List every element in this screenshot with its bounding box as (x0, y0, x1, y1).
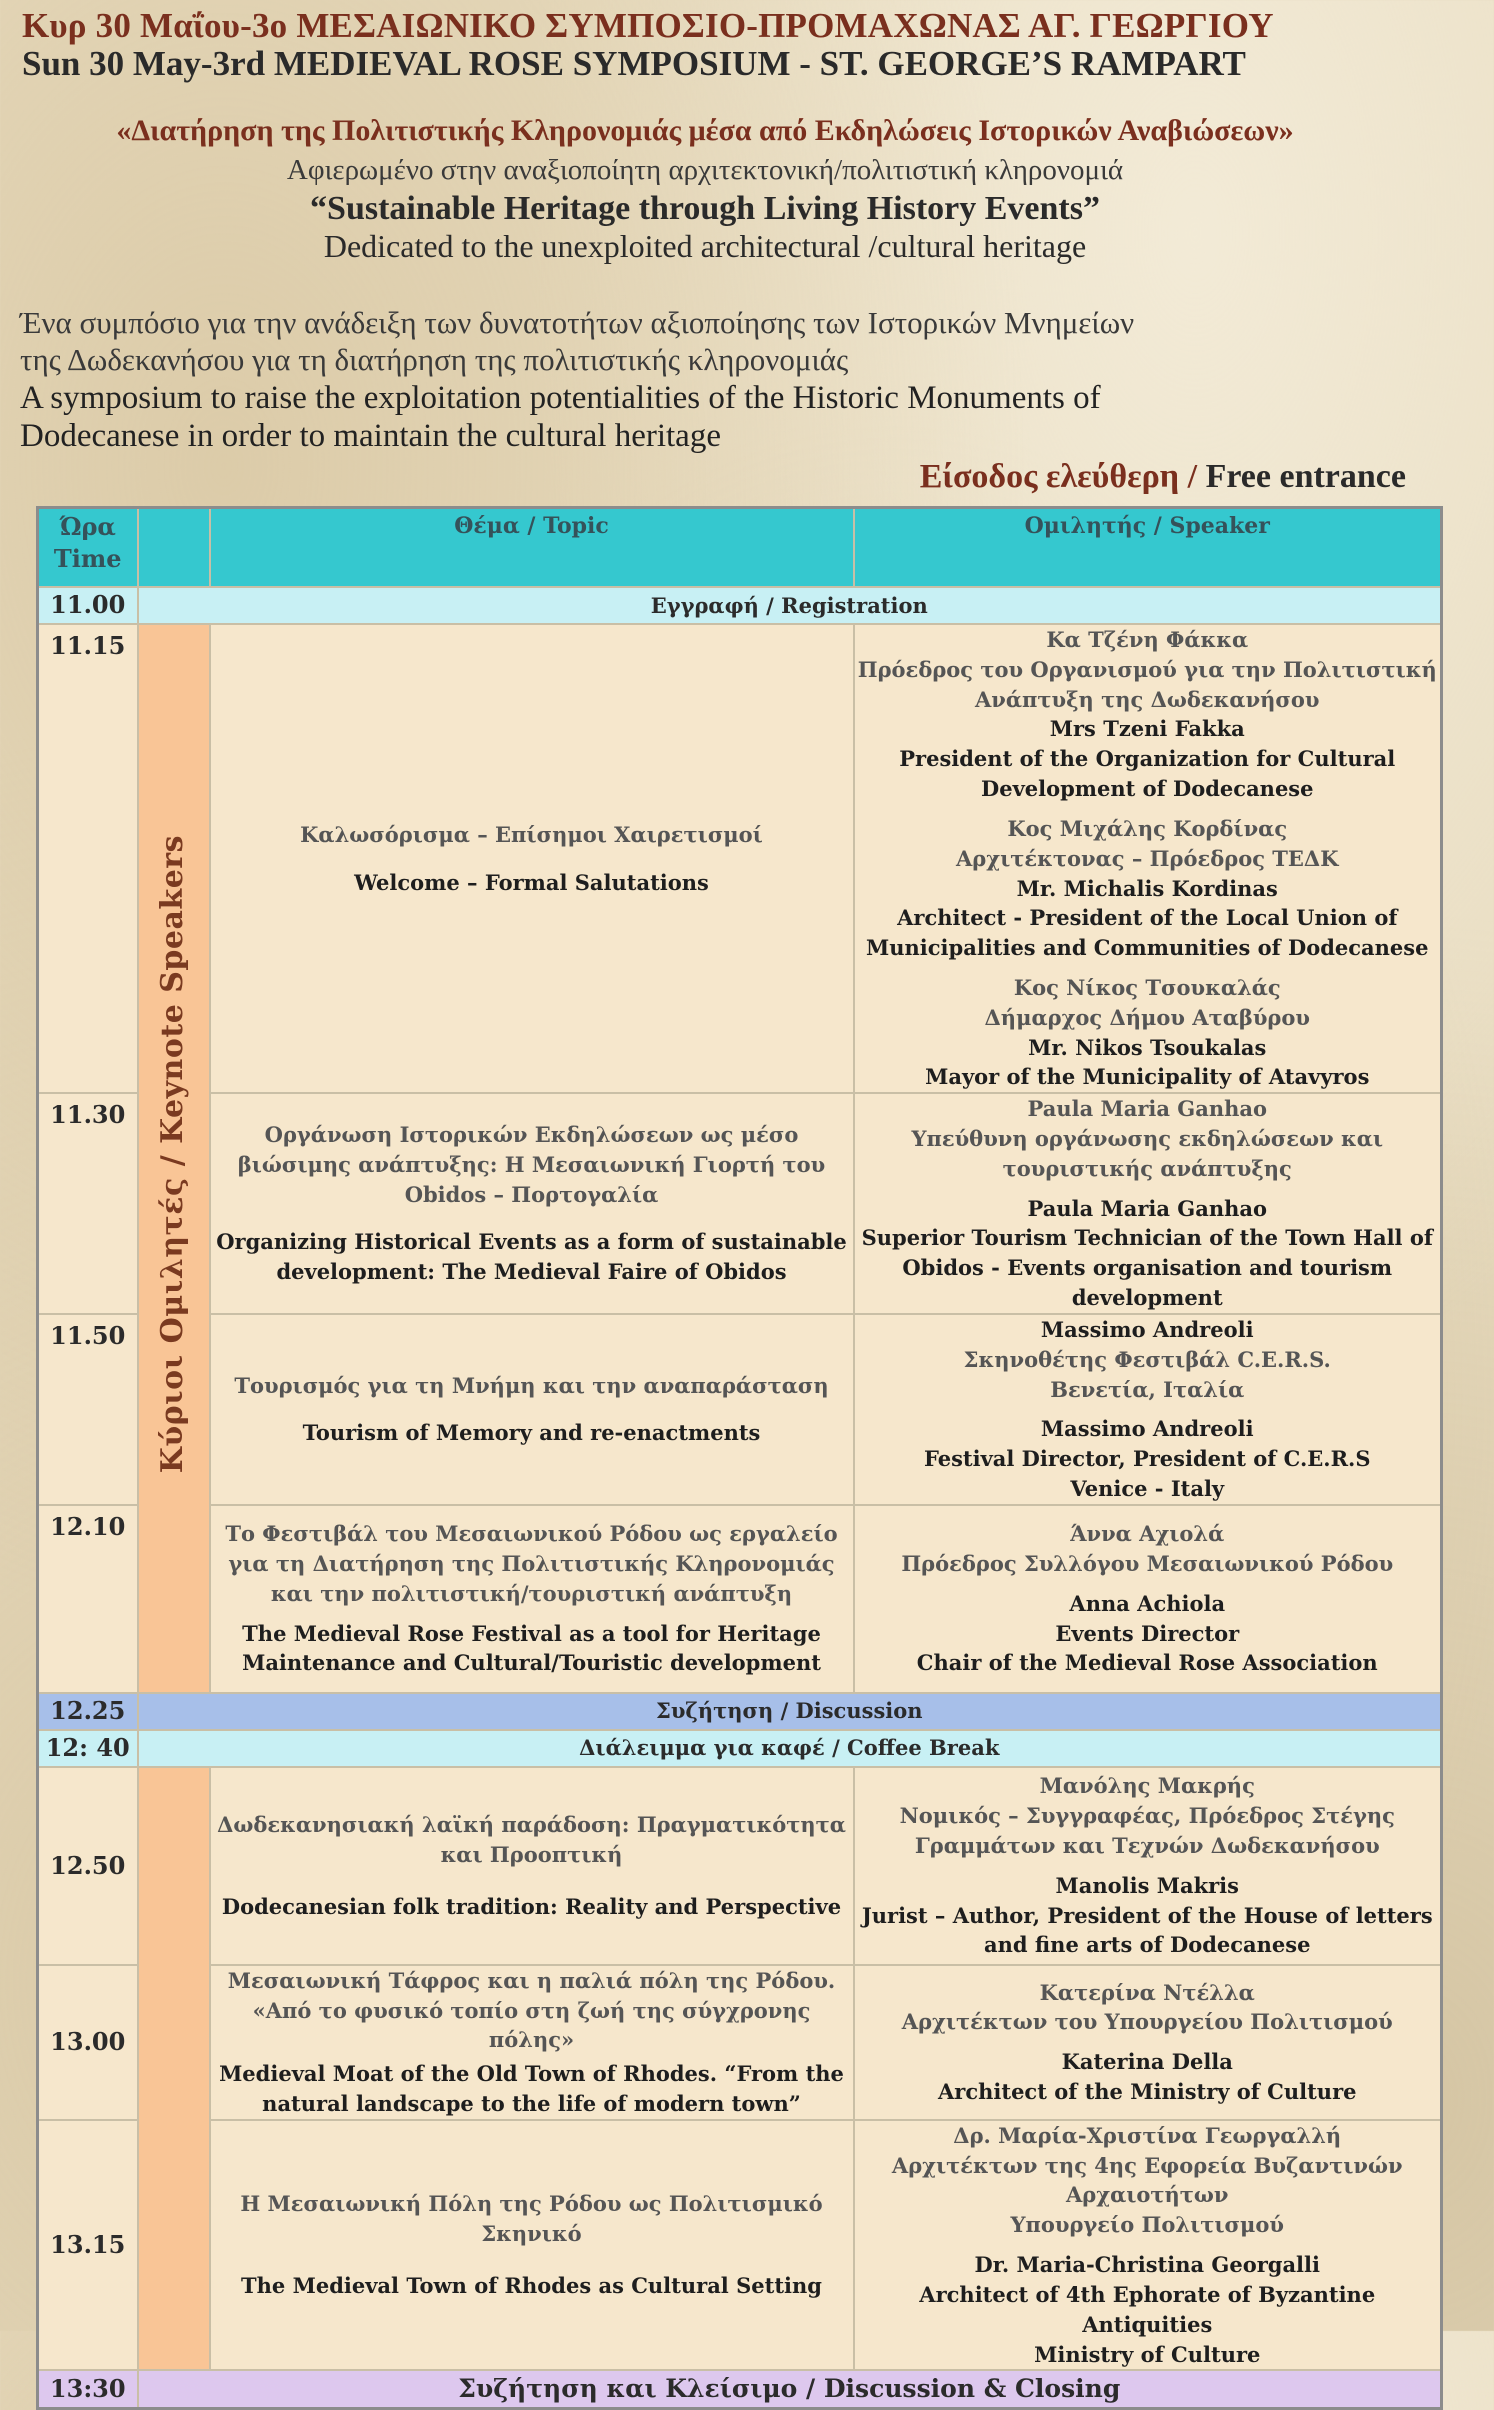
description-greek-line-1: Ένα συμπόσιο για την ανάδειξη των δυνατοτήτων αξιοποίησης των Ιστορικών Μνημείων (20, 305, 1135, 340)
speaker-cell (854, 1314, 1442, 1505)
header-time (38, 508, 138, 588)
topic-greek: Το Φεστιβάλ του Μεσαιωνικού Ρόδου ως εργαλείο για τη Διατήρηση της Πολιτιστικής Κληρονομιάς και την πολιτιστική/τουριστική ανάπτυξη (225, 1521, 838, 1606)
topic-cell (210, 1314, 854, 1505)
speaker-line: Κατερίνα Ντέλλα (1039, 1979, 1255, 2005)
topic-english: The Medieval Rose Festival as a tool for Heritage Maintenance and Cultural/Touristic development (242, 1620, 821, 1676)
speaker-line: Mayor of the Municipality of Atavyros (925, 1064, 1370, 1090)
speaker-line: Dr. Maria-Christina Georgalli (974, 2252, 1320, 2278)
speaker-line: Πρόεδρος Συλλόγου Μεσαιωνικού Ρόδου (901, 1551, 1394, 1577)
topic-english: Dodecanesian folk tradition: Reality and Perspective (221, 1893, 842, 1919)
keynote-band-label: Κύριοι Ομιλητές / Keynote Speakers (155, 835, 191, 1474)
speaker-line: Αρχιτέκτων του Υπουργείου Πολιτισμού (901, 2009, 1393, 2035)
free-entrance (920, 458, 1406, 496)
header-time-greek: Ώρα (59, 512, 116, 541)
time-cell: 12: 40 (38, 1730, 138, 1767)
topic-greek: Η Μεσαιωνική Πόλη της Ρόδου ως Πολιτισμικό Σκηνικό (240, 2191, 823, 2247)
theme-greek: «Διατήρηση της Πολιτιστικής Κληρονομιάς μέσα από Εκδηλώσεις Ιστορικών Αναβιώσεων» (116, 114, 1294, 147)
time-cell: 11.00 (38, 587, 138, 624)
speaker-line: Events Director (1055, 1620, 1240, 1646)
time-cell: 13.00 (38, 1965, 138, 2120)
speaker-line: and fine arts of Dodecanese (984, 1932, 1311, 1958)
speaker-line: Σκηνοθέτης Φεστιβάλ C.E.R.S. (963, 1346, 1331, 1372)
speaker-line: Festival Director, President of C.E.R.S (923, 1446, 1371, 1472)
speaker-cell (854, 1767, 1442, 1965)
free-entrance-english: Free entrance (1205, 458, 1406, 495)
speaker-line: Jurist – Author, President of the House of letters (861, 1902, 1433, 1928)
speaker-line: Αρχιτέκτων της 4ης Εφορεία Βυζαντινών Αρχαιοτήτων (891, 2152, 1403, 2208)
time-cell: 13.15 (38, 2120, 138, 2371)
topic-greek: Μεσαιωνική Τάφρος και η παλιά πόλη της Ρόδου. «Από το φυσικό τοπίο στη ζωή της σύγχρονης πόλης» (227, 1967, 836, 2053)
speaker-line: Υπεύθυνη οργάνωσης εκδηλώσεων και τουριστικής ανάπτυξης (911, 1126, 1384, 1181)
topic-greek: Καλωσόρισμα – Επίσημοι Χαιρετισμοί (300, 821, 763, 847)
header-time-english: Time (53, 544, 122, 574)
table-row (38, 1505, 1442, 1693)
speaker-line: Μανόλης Μακρής (1039, 1773, 1255, 1799)
topic-cell (210, 1767, 854, 1965)
speaker-line: Architect of the Ministry of Culture (937, 2079, 1357, 2105)
discussion-row (38, 1693, 1442, 1730)
free-entrance-greek: Είσοδος ελεύθερη / (919, 458, 1198, 495)
speaker-line: Architect - President of the Local Union of (897, 905, 1398, 931)
speaker-line: Γραμμάτων και Τεχνών Δωδεκανήσου (914, 1832, 1380, 1858)
time-cell: 12.50 (38, 1767, 138, 1965)
table-row (38, 1314, 1442, 1505)
speaker-line: Κος Μιχάλης Κορδίνας (1007, 815, 1288, 841)
time-cell: 11.30 (38, 1093, 138, 1314)
time-cell: 11.15 (38, 624, 138, 1093)
discussion-label: Συζήτηση / Discussion (138, 1693, 1442, 1730)
speaker-line: Δήμαρχος Δήμου Αταβύρου (984, 1004, 1310, 1030)
speaker-line: Paula Maria Ganhao (1027, 1096, 1267, 1122)
title-english: Sun 30 May-3rd MEDIEVAL ROSE SYMPOSIUM - ST. GEORGE’S RAMPART (22, 44, 1246, 83)
speaker-line: Πρόεδρος του Οργανισμού για την Πολιτιστική (857, 656, 1437, 682)
registration-label: Εγγραφή / Registration (138, 587, 1442, 624)
speaker-line: Anna Achiola (1069, 1590, 1226, 1616)
time-cell: 12.10 (38, 1505, 138, 1693)
speaker-line: Municipalities and Communities of Dodecanese (866, 935, 1429, 961)
topic-cell (210, 1965, 854, 2120)
speaker-cell (854, 1093, 1442, 1314)
table-row (38, 1767, 1442, 1965)
speaker-line: Ανάπτυξη της Δωδεκανήσου (975, 686, 1320, 712)
closing-row (38, 2370, 1442, 2408)
registration-row (38, 587, 1442, 624)
table-row (38, 624, 1442, 1093)
speaker-line: Ministry of Culture (1034, 2341, 1261, 2367)
description-english-line-1: A symposium to raise the exploitation potentialities of the Historic Monuments of (20, 380, 1101, 416)
speaker-line: Massimo Andreoli (1040, 1416, 1254, 1442)
speaker-cell (854, 1505, 1442, 1693)
description-english-line-2: Dodecanese in order to maintain the cultural heritage (20, 418, 721, 454)
dedication-english: Dedicated to the unexploited architectural /cultural heritage (323, 228, 1087, 264)
speaker-cell (854, 2120, 1442, 2371)
speaker-line: Massimo Andreoli (1040, 1316, 1254, 1342)
speaker-line: Άννα Αχιολά (1070, 1521, 1225, 1547)
topic-english: Organizing Historical Events as a form of sustainable development: The Medieval Faire of Obidos (216, 1229, 847, 1285)
table-header-row (38, 508, 1442, 588)
description-greek-line-2: της Δωδεκανήσου για τη διατήρηση της πολιτιστικής κληρονομιάς (20, 342, 849, 377)
speaker-line: Κα Τζένη Φάκκα (1046, 627, 1249, 652)
table-row (38, 2120, 1442, 2371)
keynote-band (138, 624, 210, 1693)
coffee-break-label: Διάλειμμα για καφέ / Coffee Break (138, 1730, 1442, 1767)
header-band (138, 508, 210, 588)
closing-label: Συζήτηση και Κλείσιμο / Discussion & Closing (138, 2370, 1442, 2408)
time-cell: 11.50 (38, 1314, 138, 1505)
speaker-line: Νομικός – Συγγραφέας, Πρόεδρος Στέγης (899, 1803, 1395, 1829)
topic-greek: Οργάνωση Ιστορικών Εκδηλώσεων ως μέσο βιώσιμης ανάπτυξης: Η Μεσαιωνική Γιορτή του Obidos – Πορτογαλία (237, 1122, 826, 1207)
table-row (38, 1965, 1442, 2120)
speaker-line: Βενετία, Ιταλία (1050, 1376, 1245, 1402)
session-band (138, 1767, 210, 2371)
speaker-line: Δρ. Μαρία-Χριστίνα Γεωργαλλή (953, 2122, 1342, 2148)
speaker-line: Development of Dodecanese (981, 776, 1314, 802)
speaker-line: Αρχιτέκτονας – Πρόεδρος ΤΕΔΚ (956, 845, 1339, 871)
topic-english: Tourism of Memory and re-enactments (302, 1420, 761, 1446)
speaker-line: Mr. Nikos Tsoukalas (1028, 1034, 1267, 1060)
topic-cell (210, 1505, 854, 1693)
speaker-line: Katerina Della (1061, 2049, 1233, 2075)
topic-greek: Δωδεκανησιακή λαϊκή παράδοση: Πραγματικότητα και Προοπτική (217, 1812, 846, 1867)
speaker-line: Κος Νίκος Τσουκαλάς (1013, 974, 1281, 1000)
speaker-line: Architect of 4th Ephorate of Byzantine Antiquities (919, 2281, 1376, 2337)
speaker-cell (854, 624, 1442, 1093)
speaker-line: Mr. Michalis Kordinas (1016, 875, 1278, 901)
speaker-line: Paula Maria Ganhao (1027, 1195, 1267, 1221)
speaker-line: Υπουργείο Πολιτισμού (1010, 2212, 1284, 2238)
topic-english: Welcome – Formal Salutations (354, 869, 709, 895)
header-topic: Θέμα / Topic (210, 508, 854, 588)
coffee-break-row (38, 1730, 1442, 1767)
speaker-line: Mrs Tzeni Fakka (1049, 716, 1245, 742)
speaker-line: Manolis Makris (1055, 1872, 1239, 1898)
topic-english: Medieval Moat of the Old Town of Rhodes. “From the natural landscape to the life of modern town” (219, 2061, 844, 2116)
speaker-line: President of the Organization for Cultural (899, 746, 1396, 772)
topic-cell (210, 2120, 854, 2371)
time-cell: 13:30 (38, 2370, 138, 2408)
topic-cell (210, 624, 854, 1093)
speaker-line: Chair of the Medieval Rose Association (916, 1650, 1378, 1676)
table-row (38, 1093, 1442, 1314)
dedication-greek: Αφιερωμένο στην αναξιοποίητη αρχιτεκτονική/πολιτιστική κληρονομιά (286, 154, 1124, 186)
speaker-cell (854, 1965, 1442, 2120)
speaker-line: Venice - Italy (1070, 1475, 1225, 1501)
topic-greek: Τουρισμός για τη Μνήμη και την αναπαράσταση (234, 1372, 829, 1398)
schedule-table (36, 506, 1443, 2410)
theme-english: “Sustainable Heritage through Living History Events” (310, 190, 1100, 227)
topic-cell (210, 1093, 854, 1314)
speaker-line: Superior Tourism Technician of the Town Hall of Obidos - Events organisation and tourism development (861, 1225, 1433, 1311)
title-greek: Κυρ 30 Μαΐου-3ο ΜΕΣΑΙΩΝΙΚΟ ΣΥΜΠΟΣΙΟ-ΠΡΟΜΑΧΩΝΑΣ ΑΓ. ΓΕΩΡΓΙΟΥ (22, 6, 1274, 45)
topic-english: The Medieval Town of Rhodes as Cultural Setting (241, 2272, 822, 2298)
time-cell: 12.25 (38, 1693, 138, 1730)
header-speaker: Ομιλητής / Speaker (854, 508, 1442, 588)
